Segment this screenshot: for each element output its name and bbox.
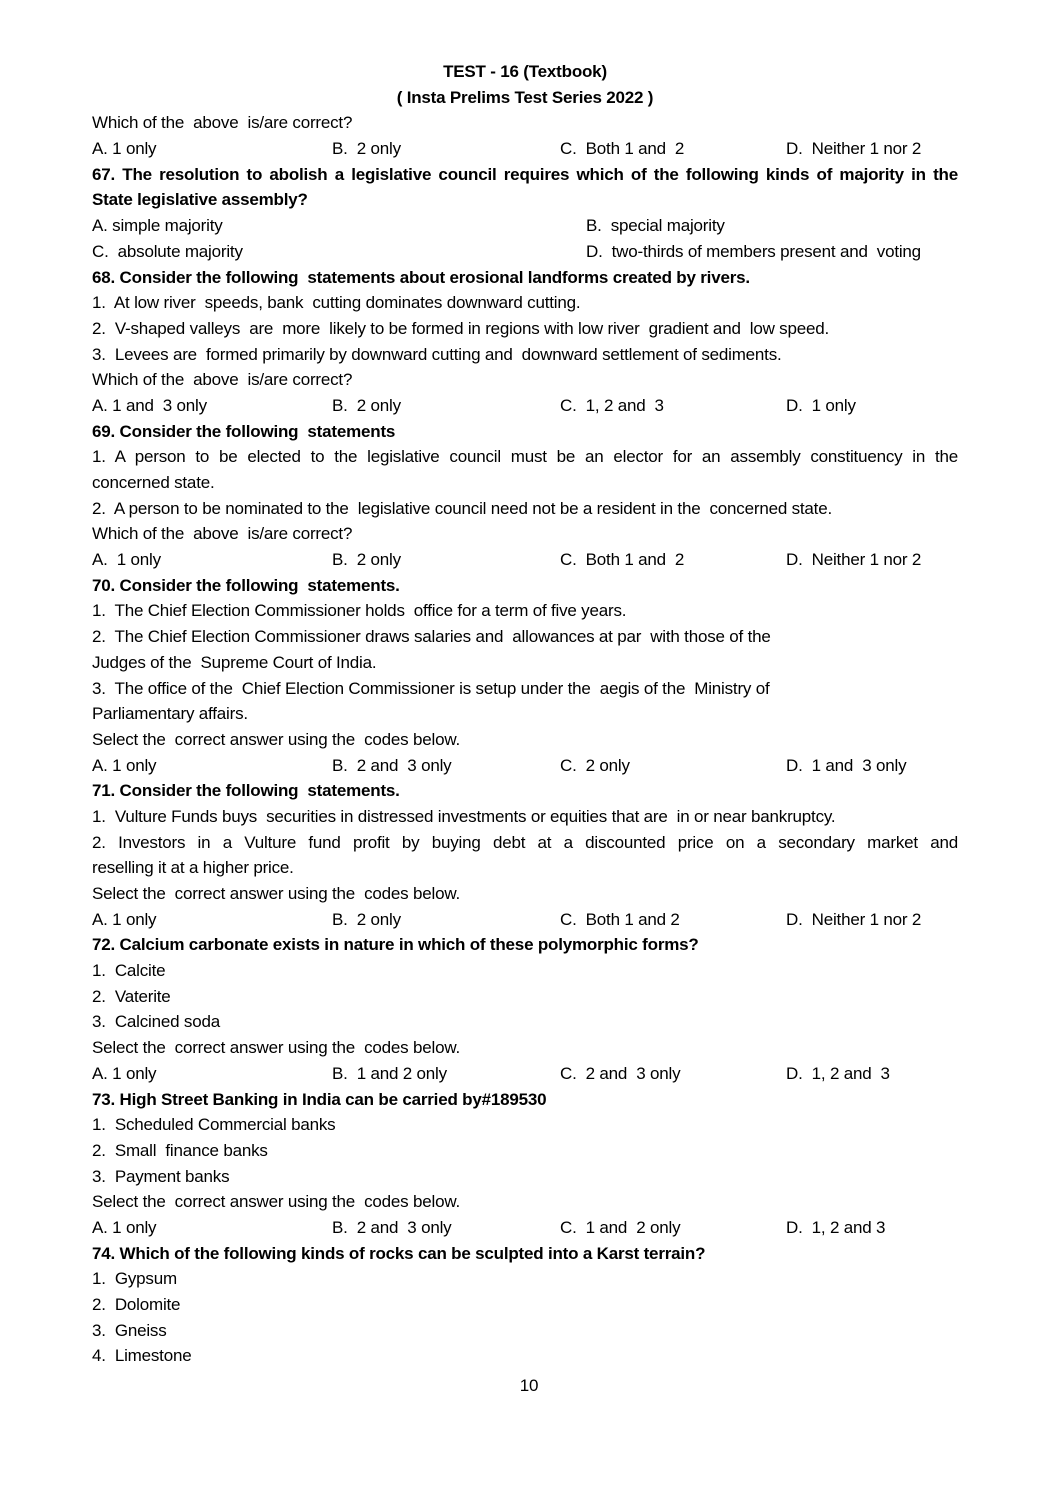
option-b: B. 2 only — [332, 909, 401, 929]
options-row — [92, 1061, 958, 1087]
statement-line: 1. Calcite — [92, 961, 166, 981]
question-prompt: Select the correct answer using the codes below. — [92, 1192, 460, 1212]
question-72-stem: 72. Calcium carbonate exists in nature in which of these polymorphic forms? — [92, 935, 699, 955]
question-68-stem: 68. Consider the following statements about erosional landforms created by rivers. — [92, 267, 750, 287]
statement-line: 2. A person to be nominated to the legislative council need not be a resident in the concerned state. — [92, 498, 832, 518]
statement-line: 3. Gneiss — [92, 1320, 167, 1340]
statement-line: 2. V-shaped valleys are more likely to be formed in regions with low river gradient and low speed. — [92, 318, 830, 338]
statement-line: 4. Limestone — [92, 1346, 192, 1366]
options-row — [92, 907, 958, 933]
options-row — [92, 136, 958, 162]
options-row — [92, 393, 958, 419]
question-prompt: Which of the above is/are correct? — [92, 113, 353, 133]
option-c: C. Both 1 and 2 — [560, 909, 680, 929]
statement-line: 3. The office of the Chief Election Commissioner is setup under the aegis of the Ministry of — [92, 678, 770, 698]
statement-line-cont: reselling it at a higher price. — [92, 858, 294, 878]
question-prompt: Select the correct answer using the codes below. — [92, 1038, 460, 1058]
option-d: D. Neither 1 nor 2 — [786, 550, 922, 570]
statement-line-cont: Parliamentary affairs. — [92, 704, 248, 724]
option-a: A. 1 only — [92, 1063, 157, 1083]
option-c: C. 2 and 3 only — [560, 1063, 681, 1083]
statement-line: 1. Scheduled Commercial banks — [92, 1115, 336, 1135]
option-c: C. absolute majority — [92, 241, 243, 261]
option-a: A. 1 only — [92, 1217, 157, 1237]
question-73-stem: 73. High Street Banking in India can be carried by#189530 — [92, 1089, 547, 1109]
statement-line: 1. Gypsum — [92, 1269, 177, 1289]
option-a: A. simple majority — [92, 216, 223, 236]
question-70-stem: 70. Consider the following statements. — [92, 575, 400, 595]
option-c: C. Both 1 and 2 — [560, 550, 685, 570]
options-row — [92, 753, 958, 779]
doc-title: TEST - 16 (Textbook) — [443, 62, 607, 81]
statement-line-cont: Judges of the Supreme Court of India. — [92, 652, 377, 672]
option-d: D. Neither 1 nor 2 — [786, 909, 922, 929]
question-prompt: Select the correct answer using the codes below. — [92, 884, 460, 903]
question-69-stem: 69. Consider the following statements — [92, 421, 396, 441]
option-c: C. 1, 2 and 3 — [560, 395, 664, 415]
option-b: B. 2 only — [332, 550, 401, 570]
option-d: D. 1, 2 and 3 — [786, 1217, 886, 1237]
question-prompt: Select the correct answer using the codes below. — [92, 729, 460, 749]
page-number: 10 — [519, 1376, 539, 1395]
option-d: D. 1 and 3 only — [786, 755, 907, 775]
question-67-stem-cont: State legislative assembly? — [92, 190, 308, 210]
option-d: D. 1, 2 and 3 — [786, 1063, 890, 1083]
option-b: B. 2 and 3 only — [332, 755, 452, 775]
statement-line: 3. Payment banks — [92, 1166, 230, 1186]
option-c: C. Both 1 and 2 — [560, 139, 685, 159]
option-a: A. 1 only — [92, 550, 161, 570]
option-a: A. 1 only — [92, 909, 157, 929]
option-c: C. 2 only — [560, 755, 630, 775]
options-row — [92, 239, 958, 265]
question-67-stem: 67. The resolution to abolish a legislative council requires which of the following kinds of majority in the — [92, 164, 958, 184]
option-d: D. two-thirds of members present and voting — [586, 241, 921, 261]
options-row — [92, 1215, 958, 1241]
statement-line: 2. Small finance banks — [92, 1140, 268, 1160]
doc-subtitle: ( Insta Prelims Test Series 2022 ) — [396, 87, 654, 107]
option-b: B. 2 only — [332, 139, 401, 159]
option-b: B. 2 only — [332, 395, 401, 415]
option-a: A. 1 and 3 only — [92, 395, 207, 415]
option-a: A. 1 only — [92, 139, 157, 159]
options-row — [92, 213, 958, 239]
option-b: B. 2 and 3 only — [332, 1217, 452, 1237]
statement-line: 3. Levees are formed primarily by downward cutting and downward settlement of sediments. — [92, 344, 782, 364]
statement-line: 2. Investors in a Vulture fund profit by buying debt at a discounted price on a secondary market and — [92, 832, 958, 852]
statement-line: 2. Vaterite — [92, 986, 171, 1006]
option-d: D. Neither 1 nor 2 — [786, 139, 922, 159]
statement-line: 3. Calcined soda — [92, 1012, 220, 1032]
statement-line: 1. The Chief Election Commissioner holds office for a term of five years. — [92, 601, 627, 621]
statement-line: 2. Dolomite — [92, 1295, 181, 1314]
option-b: B. special majority — [586, 216, 725, 236]
question-71-stem: 71. Consider the following statements. — [92, 781, 400, 801]
options-row — [92, 547, 958, 573]
statement-line: 1. A person to be elected to the legislative council must be an elector for an assembly constituency in the — [92, 447, 958, 467]
option-b: B. 1 and 2 only — [332, 1063, 447, 1083]
question-74-stem: 74. Which of the following kinds of rocks can be sculpted into a Karst terrain? — [92, 1243, 706, 1263]
statement-line: 1. Vulture Funds buys securities in distressed investments or equities that are in or near bankruptcy. — [92, 806, 836, 826]
option-c: C. 1 and 2 only — [560, 1217, 681, 1237]
question-prompt: Which of the above is/are correct? — [92, 524, 353, 544]
statement-line: 1. At low river speeds, bank cutting dominates downward cutting. — [92, 293, 581, 313]
option-a: A. 1 only — [92, 755, 157, 775]
statement-line: 2. The Chief Election Commissioner draws salaries and allowances at par with those of the — [92, 627, 771, 647]
question-prompt: Which of the above is/are correct? — [92, 370, 353, 390]
statement-line-cont: concerned state. — [92, 473, 215, 492]
option-d: D. 1 only — [786, 395, 856, 415]
